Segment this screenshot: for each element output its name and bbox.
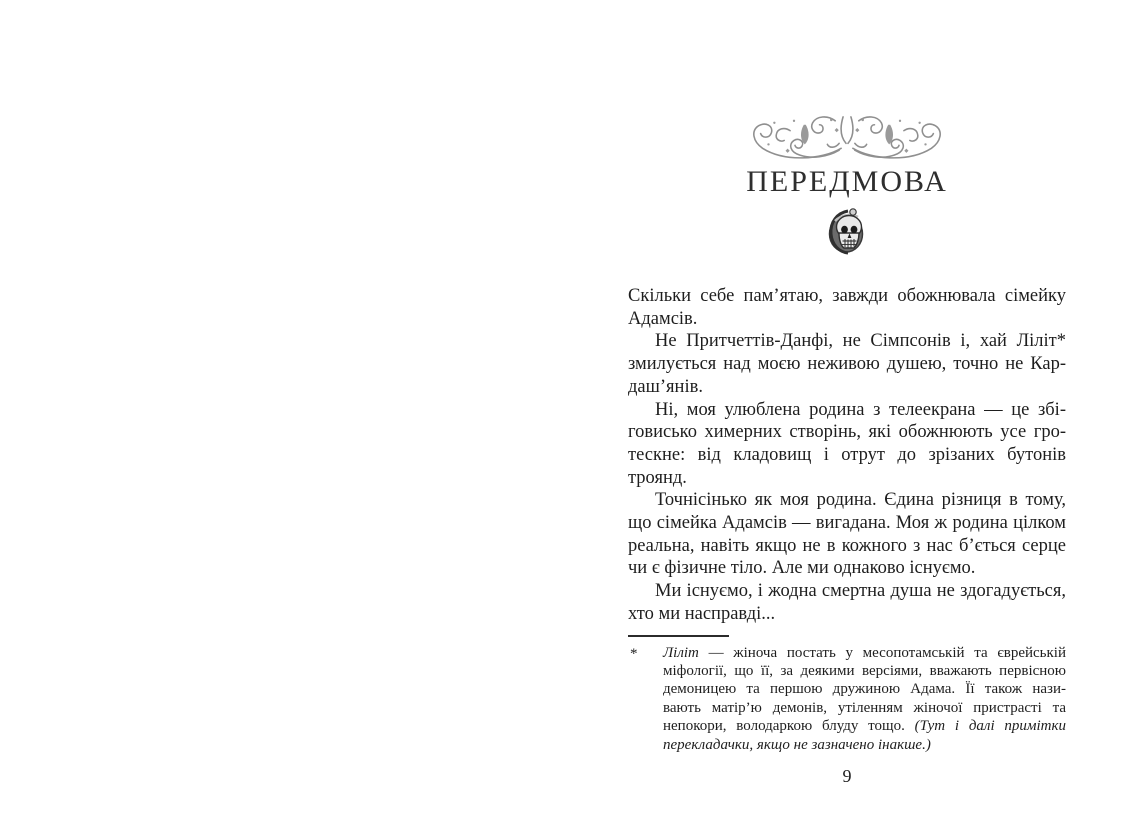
- text-line: хто ми насправді...: [628, 603, 776, 624]
- text-line: Скільки себе пам’ятаю, завжди обожнювала сімейку: [628, 286, 1066, 306]
- footnote-text-segment: демоницею та першою дружиною Адама. Її також нази-: [663, 681, 1066, 698]
- text-line: реальна, навіть якщо не в кожного з нас б’ється серце: [628, 535, 1066, 556]
- text-line: Ні, моя улюблена родина з телеекрана — це збі-: [655, 399, 1066, 420]
- text-line: говисько химерних створінь, які обожнюють усе гро-: [628, 422, 1066, 443]
- footnote-line: [663, 680, 1066, 698]
- footnote-text-segment: Ліліт: [663, 644, 699, 661]
- paragraph: [628, 285, 1066, 330]
- footnote-lines: [663, 644, 1066, 754]
- chapter-title: ПЕРЕДМОВА: [746, 165, 948, 198]
- chapter-header: [628, 0, 1066, 255]
- paragraph: [628, 489, 1066, 580]
- text-line: Не Притчеттів-Данфі, не Сімпсонів і, хай Ліліт*: [655, 331, 1066, 352]
- footnote-line: [663, 736, 1066, 754]
- paragraph: [628, 580, 1066, 625]
- text-line: змилується над моєю неживою душею, точно не Кар-: [628, 354, 1066, 375]
- body-text: [628, 285, 1066, 626]
- footnote-text-segment: міфології, що її, за деякими версіями, вважають первісною: [663, 662, 1066, 679]
- footnote-rule: [628, 635, 729, 637]
- text-line: Адамсів.: [628, 308, 698, 329]
- footnote-text-segment: непокори, володаркою блуду тощо.: [663, 718, 915, 735]
- page-number: 9: [842, 765, 852, 786]
- footnote: [628, 644, 1066, 754]
- text-line: що сімейка Адамсів — вигадана. Моя ж родина цілком: [628, 513, 1066, 534]
- footnote-marker: *: [630, 645, 638, 662]
- footnote-text-segment: (Тут і далі примітки: [914, 718, 1066, 735]
- skull-icon: [827, 207, 867, 255]
- footnote-line: [663, 644, 1066, 662]
- text-line: чи є фізичне тіло. Але ми однаково існуємо.: [628, 558, 976, 579]
- text-line: Точнісінько як моя родина. Єдина різниця в тому,: [655, 490, 1066, 511]
- footnote-text-segment: — жіноча постать у месопотамській та єврейській: [698, 644, 1066, 661]
- footnote-text-segment: перекладачки, якщо не зазначено інакше.): [663, 736, 931, 753]
- flourish-ornament-icon: [744, 111, 950, 164]
- footnote-line: [663, 662, 1066, 680]
- page-content: [628, 0, 1066, 787]
- text-line: троянд.: [628, 467, 687, 488]
- text-line: тескне: від кладовищ і отрут до зрізаних бутонів: [628, 444, 1066, 465]
- text-line: даш’янів.: [628, 376, 703, 397]
- footnote-text-segment: вають матір’ю демонів, утіленням жіночої пристрасті та: [663, 699, 1066, 716]
- footnote-line: [663, 699, 1066, 717]
- paragraph: [628, 399, 1066, 490]
- text-line: Ми існуємо, і жодна смертна душа не здогадується,: [655, 581, 1066, 602]
- footnote-line: [663, 717, 1066, 735]
- paragraph: [628, 330, 1066, 398]
